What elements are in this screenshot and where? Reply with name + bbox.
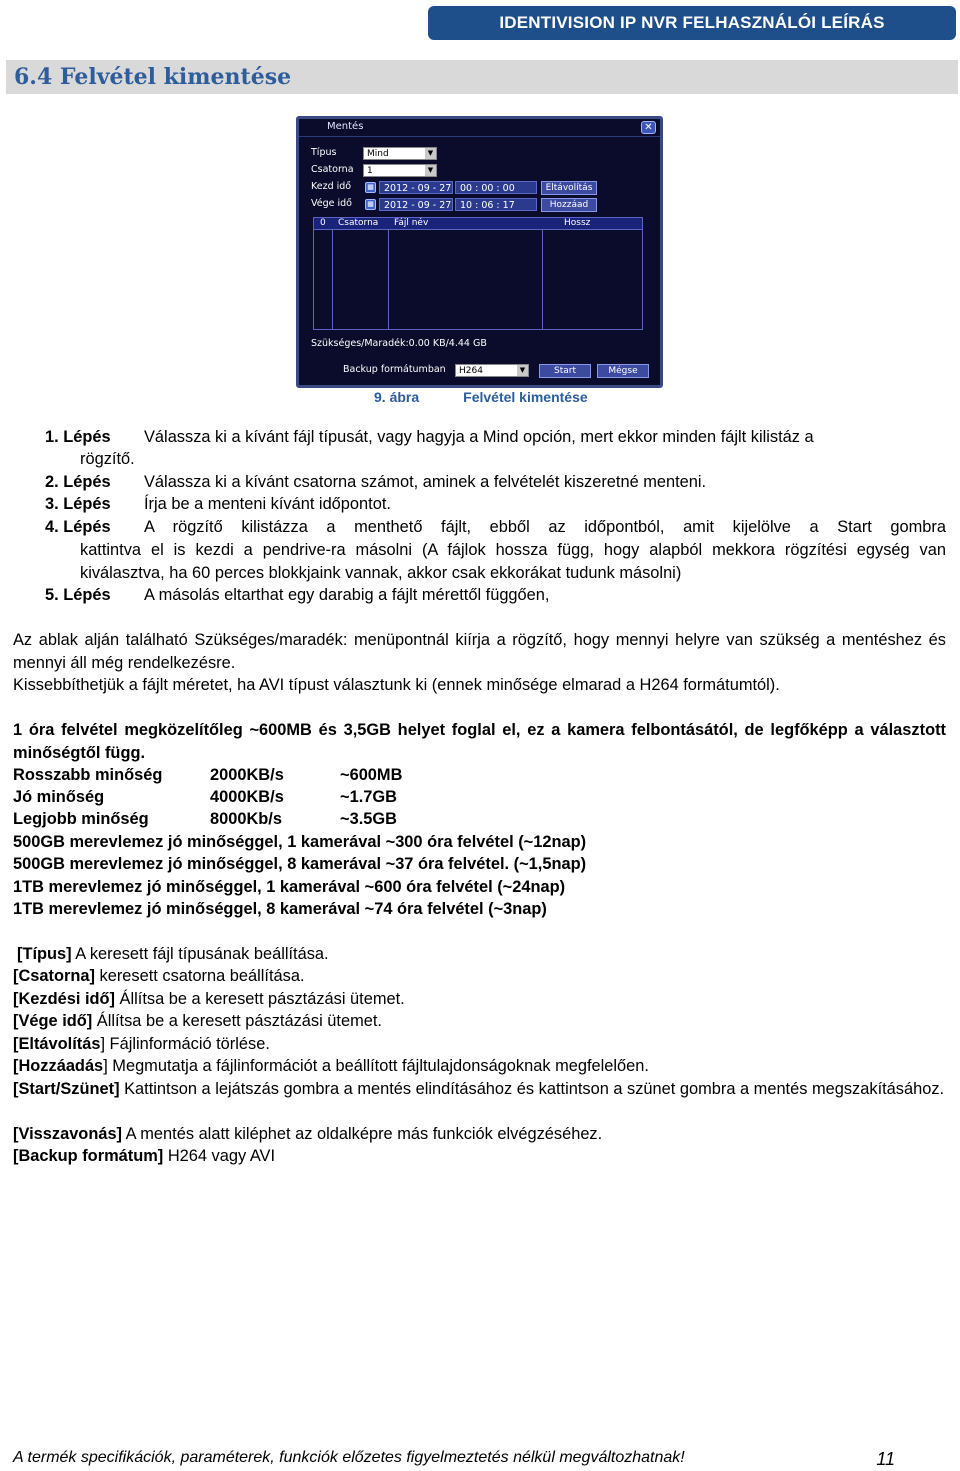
definition-add: [13, 1055, 946, 1078]
format-label: Backup formátumban: [343, 364, 446, 375]
calendar-icon[interactable]: ▦: [365, 199, 376, 210]
quality-size: ~3.5GB: [340, 810, 397, 828]
definition-desc: keresett csatorna beállítása.: [94, 967, 305, 985]
end-time-label: Vége idő: [311, 198, 352, 209]
definition-term: [Hozzáadás: [13, 1057, 104, 1075]
definition-term: [Típus]: [17, 945, 72, 963]
step-2: [45, 471, 707, 494]
page-number: 11: [876, 1449, 895, 1469]
caption-text: Felvétel kimentése: [463, 389, 588, 405]
definition-cancel: [13, 1123, 946, 1146]
step-text: A rögzítő kilistázza a menthető fájlt, ebből az időpontból, amit kijelölve a Start gombra: [144, 518, 946, 536]
definition-term: [Kezdési idő]: [13, 990, 115, 1008]
step-text: Válassza ki a kívánt fájl típusát, vagy hagyja a Mind opción, mert ekkor minden fájlt kilistáz a: [144, 428, 814, 446]
col-number: 0: [320, 218, 326, 228]
channel-select[interactable]: [363, 164, 437, 177]
definition-term: [Vége idő]: [13, 1012, 93, 1030]
step-5: [45, 584, 550, 607]
col-channel: Csatorna: [338, 218, 379, 228]
quality-rate: 8000Kb/s: [210, 810, 282, 828]
definition-desc: H264 vagy AVI: [163, 1147, 276, 1165]
file-list-header: [313, 217, 643, 230]
paragraph-avi: Kissebbíthetjük a fájlt méretet, ha AVI típust választunk ki (ennek minősége elmarad a H264 formátumtól).: [13, 676, 780, 694]
definition-desc: ] Megmutatja a fájlinformációt a beállított fájltulajdonságoknak megfelelően.: [103, 1057, 649, 1075]
column-divider: [388, 230, 389, 329]
step-text: A másolás eltarthat egy darabig a fájlt mérettől függően,: [144, 586, 550, 604]
quality-rate: 2000KB/s: [210, 766, 284, 784]
caption-number: 9. ábra: [374, 389, 420, 405]
column-divider: [542, 230, 543, 329]
definition-type: [17, 943, 950, 966]
definition-term: [Csatorna]: [13, 967, 95, 985]
definition-start-pause: [13, 1078, 946, 1101]
end-date-field[interactable]: 2012 - 09 - 27: [379, 198, 453, 211]
channel-label: Csatorna: [311, 164, 354, 175]
chevron-down-icon: ▼: [517, 365, 528, 376]
calendar-icon[interactable]: ▦: [365, 182, 376, 193]
document-header: [428, 6, 956, 40]
step-label: 4. Lépés: [45, 518, 111, 536]
add-button[interactable]: Hozzáad: [541, 198, 597, 212]
hdd-line: 500GB merevlemez jó minőséggel, 1 kamerával ~300 óra felvétel (~12nap): [13, 833, 587, 851]
step-1-cont: rögzítő.: [80, 450, 135, 468]
header-title: IDENTIVISION IP NVR FELHASZNÁLÓI LEÍRÁS: [499, 13, 885, 32]
end-time-field[interactable]: 10 : 06 : 17: [455, 198, 537, 211]
paragraph-storage: 1 óra felvétel megközelítőleg ~600MB és 3,5GB helyet foglal el, ez a kamera felbontásától, de legfőképp a választott minőségtől függ.: [13, 721, 946, 762]
chevron-down-icon: ▼: [425, 165, 436, 176]
hdd-line: 1TB merevlemez jó minőséggel, 1 kamerával ~600 óra felvétel (~24nap): [13, 878, 566, 896]
start-time-label: Kezd idő: [311, 181, 352, 192]
close-icon[interactable]: ✕: [641, 121, 656, 134]
col-file-name: Fájl név: [394, 218, 429, 228]
definition-term: [Visszavonás]: [13, 1125, 123, 1143]
page-footer: [13, 1449, 948, 1467]
remove-button[interactable]: Eltávolítás: [541, 181, 597, 195]
start-button[interactable]: Start: [539, 364, 591, 378]
definition-start-time: [13, 988, 946, 1011]
quality-name: Rosszabb minőség: [13, 766, 163, 784]
title-divider: [299, 136, 660, 137]
type-label: Típus: [311, 147, 337, 158]
section-title: 6.4 Felvétel kimentése: [14, 64, 292, 90]
hdd-line: 1TB merevlemez jó minőséggel, 8 kamerával ~74 óra felvétel (~3nap): [13, 900, 547, 918]
channel-value: 1: [367, 166, 373, 176]
step-1: [45, 426, 814, 449]
quality-name: Legjobb minőség: [13, 810, 149, 828]
step-text: Válassza ki a kívánt csatorna számot, aminek a felvételét kiszeretné menteni.: [144, 473, 707, 491]
definition-desc: A mentés alatt kiléphet az oldalképre más funkciók elvégzéséhez.: [122, 1125, 603, 1143]
definition-term: [Eltávolítás: [13, 1035, 101, 1053]
required-remaining-text: Szükséges/Maradék:0.00 KB/4.44 GB: [311, 338, 487, 349]
backup-dialog: [296, 116, 663, 388]
definition-remove: [13, 1033, 946, 1056]
chevron-down-icon: ▼: [425, 148, 436, 159]
definition-desc: ] Fájlinformáció törlése.: [100, 1035, 270, 1053]
definition-desc: Állítsa be a keresett pásztázási ütemet.: [115, 990, 405, 1008]
definition-desc: Állítsa be a keresett pásztázási ütemet.: [92, 1012, 382, 1030]
step-3: [45, 493, 391, 516]
definition-term: [Start/Szünet]: [13, 1080, 120, 1098]
footer-disclaimer: A termék specifikációk, paraméterek, funkciók előzetes figyelmeztetés nélkül megváltozhatnak!: [13, 1449, 685, 1466]
format-select[interactable]: [455, 364, 529, 377]
step-label: 2. Lépés: [45, 473, 111, 491]
dialog-title: Mentés: [327, 121, 364, 132]
col-length: Hossz: [564, 218, 591, 228]
step-label: 5. Lépés: [45, 586, 111, 604]
start-date-field[interactable]: 2012 - 09 - 27: [379, 181, 453, 194]
paragraph-required-space: Az ablak alján található Szükséges/maradék: menüpontnál kiírja a rögzítő, hogy mennyi helyre van szükség a mentéshez és mennyi áll még rendelkezésre.: [13, 631, 946, 672]
definition-end-time: [13, 1010, 946, 1033]
type-select[interactable]: [363, 147, 437, 160]
step-label: 1. Lépés: [45, 428, 111, 446]
file-list[interactable]: [313, 230, 643, 330]
step-label: 3. Lépés: [45, 495, 111, 513]
step-4-cont: kattintva el is kezdi a pendrive-ra másolni (A fájlok hossza függ, hogy alapból mekkora rögzítési egység van kiválasztva, ha 60 perces blokkjaink vannak, akkor csak ekkorákat tudunk másolni): [80, 541, 946, 582]
definition-term: [Backup formátum]: [13, 1147, 164, 1165]
definition-channel: [13, 965, 946, 988]
start-time-field[interactable]: 00 : 00 : 00: [455, 181, 537, 194]
step-text: Írja be a menteni kívánt időpontot.: [144, 495, 391, 513]
cancel-button[interactable]: Mégse: [597, 364, 649, 378]
column-divider: [332, 230, 333, 329]
hdd-line: 500GB merevlemez jó minőséggel, 8 kamerával ~37 óra felvétel. (~1,5nap): [13, 855, 587, 873]
definition-desc: A keresett fájl típusának beállítása.: [71, 945, 329, 963]
quality-size: ~1.7GB: [340, 788, 397, 806]
type-value: Mind: [367, 149, 389, 159]
definition-backup-format: [13, 1145, 946, 1168]
quality-rate: 4000KB/s: [210, 788, 284, 806]
definition-desc: Kattintson a lejátszás gombra a mentés elindításához és kattintson a szünet gombra a mentés megszakításához.: [119, 1080, 945, 1098]
step-4: [45, 516, 946, 539]
figure-caption: [374, 389, 588, 405]
quality-name: Jó minőség: [13, 788, 105, 806]
format-value: H264: [459, 366, 483, 376]
quality-size: ~600MB: [340, 766, 403, 784]
